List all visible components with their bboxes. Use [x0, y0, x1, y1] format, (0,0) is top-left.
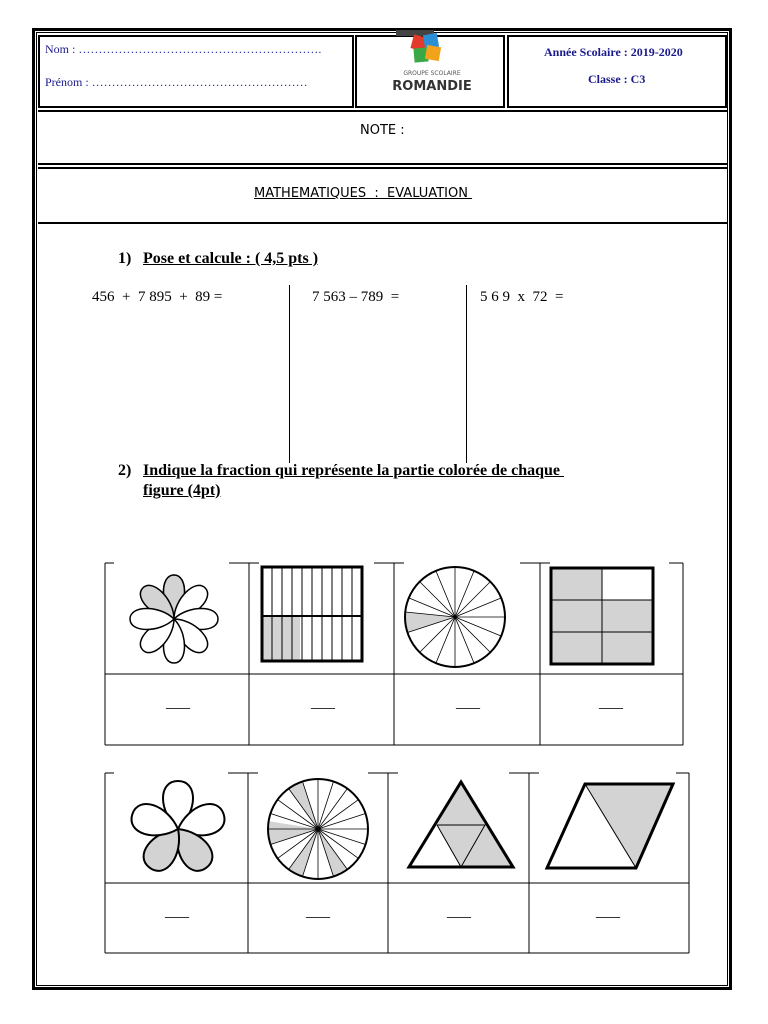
answer-blank[interactable]: ___ [166, 694, 190, 711]
school-logo [384, 30, 480, 98]
figure-triangle-4-icon [404, 778, 518, 872]
figure-square-6-icon [548, 565, 656, 667]
class-label: Classe : C3 [588, 72, 646, 86]
q2-number: 2) [118, 462, 132, 479]
q2-title-line1: Indique la fraction qui représente la partie colorée de chaque [143, 462, 564, 479]
note-bottom-rule [38, 163, 728, 165]
answer-blank[interactable]: ___ [599, 694, 623, 711]
school-year: Année Scolaire : 2019-2020 [544, 45, 683, 59]
work-divider-2 [466, 285, 467, 463]
answer-blank[interactable]: ___ [311, 694, 335, 711]
logo-emblem-icon [410, 33, 441, 63]
answer-blank[interactable]: ___ [447, 903, 471, 920]
work-divider-1 [289, 285, 290, 463]
answer-blank[interactable]: ___ [306, 903, 330, 920]
operation-multiplication: 5 6 9 x 72 = [480, 289, 564, 305]
answer-blank[interactable]: ___ [456, 694, 480, 711]
subject-title: MATHEMATIQUES : EVALUATION [254, 186, 473, 201]
logo-text-2: ROMANDIE [392, 79, 472, 94]
q1-number: 1) [118, 250, 132, 267]
note-top-rule [38, 110, 728, 112]
figure-flower-5-icon [122, 776, 234, 880]
operation-subtraction: 7 563 – 789 = [312, 289, 400, 305]
figure-circle-20-icon [265, 776, 371, 882]
figure-parallelogram-3-icon [543, 780, 677, 872]
prenom-field: Prénom : ……………………………………………… [45, 75, 308, 89]
answer-blank[interactable]: ___ [596, 903, 620, 920]
figure-circle-16-icon [401, 563, 509, 671]
operation-addition: 456 + 7 895 + 89 = [92, 289, 223, 305]
figure-grid-rectangle-icon [260, 565, 366, 665]
nom-field: Nom : ……………………………………………………. [45, 42, 322, 56]
answer-blank[interactable]: ___ [165, 903, 189, 920]
subject-top-rule [38, 167, 728, 169]
logo-text-1: GROUPE SCOLAIRE [403, 70, 461, 77]
subject-bottom-rule [38, 222, 728, 224]
note-label: NOTE : [360, 123, 405, 138]
q1-title: Pose et calcule : ( 4,5 pts ) [143, 250, 319, 267]
q2-title-line2: figure (4pt) [143, 482, 221, 499]
figure-flower-8-icon [118, 566, 230, 672]
